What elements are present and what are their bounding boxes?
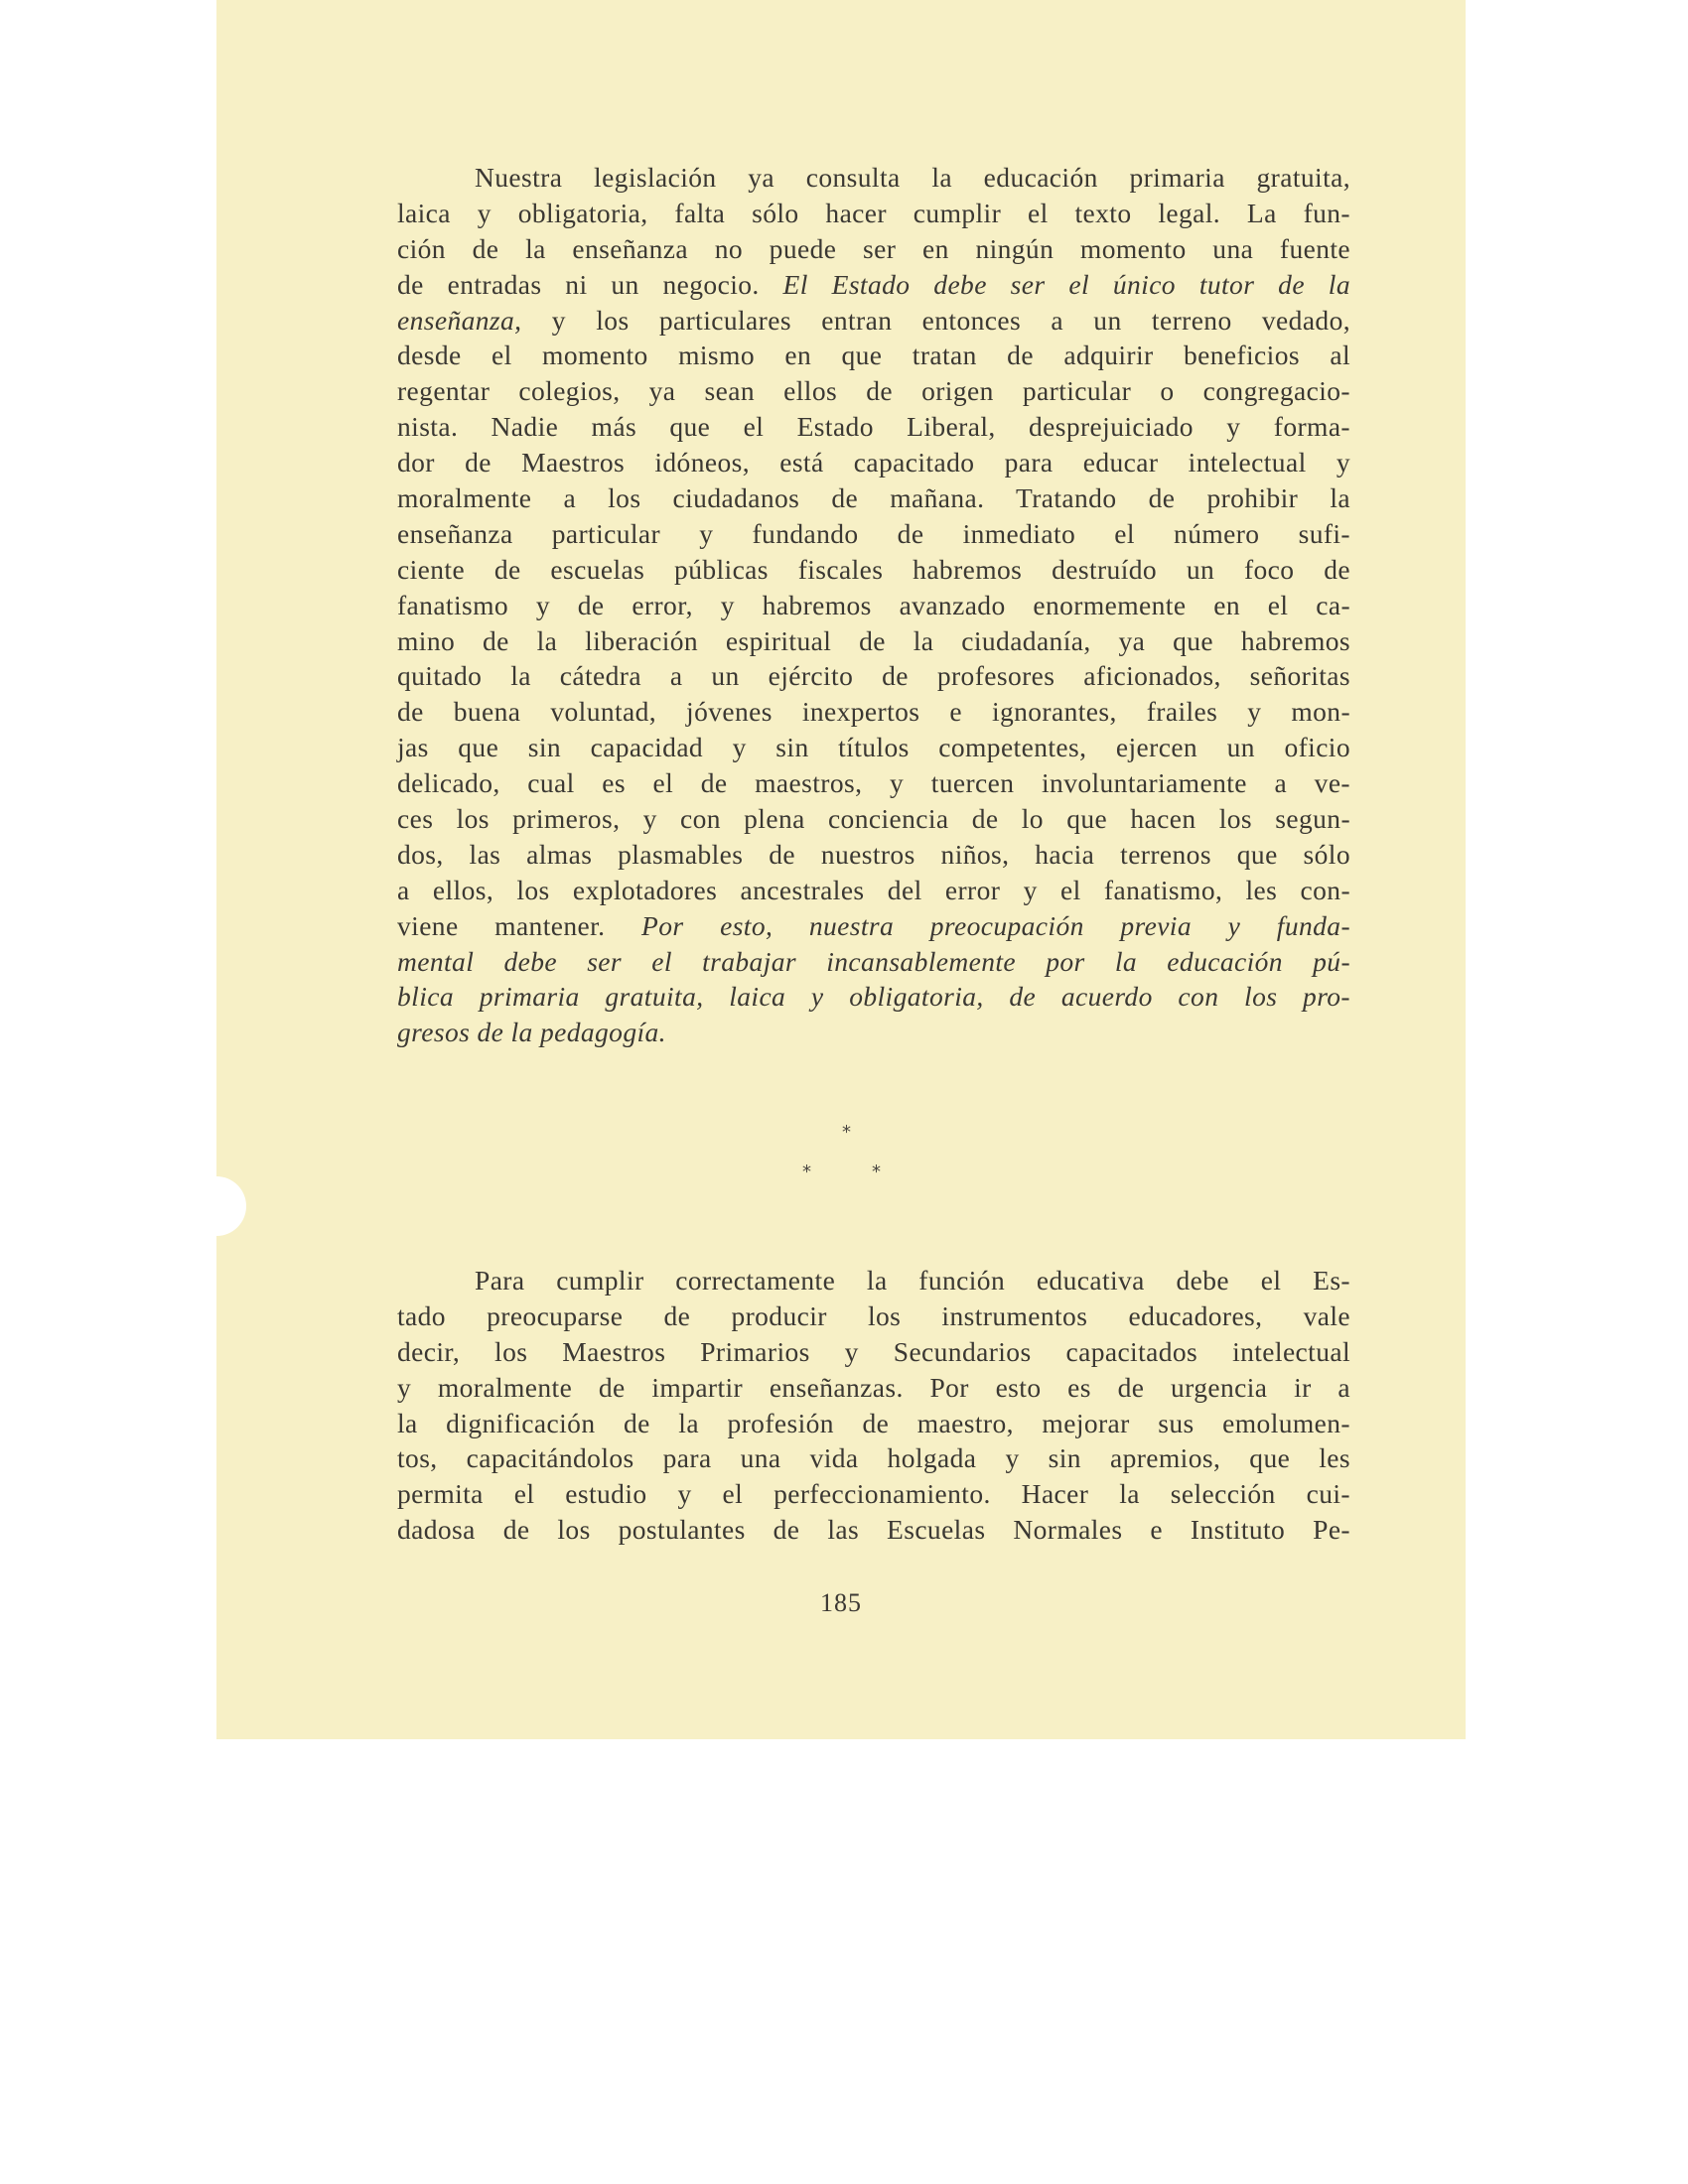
italic-run: Por esto, nuestra preocupación previa y funda- (641, 909, 1350, 941)
text-line: dadosa de los postulantes de las Escuelas Normales e Instituto Pe- (397, 1514, 1350, 1546)
text-run: y los particulares entran entonces a un terreno vedado, (551, 304, 1350, 336)
text-line: quitado la cátedra a un ejército de profesores aficionados, señoritas (397, 660, 1350, 692)
text-line: ciente de escuelas públicas fiscales habremos destruído un foco de (397, 553, 1350, 585)
text-line: a ellos, los explotadores ancestrales del error y el fanatismo, les con- (397, 874, 1350, 905)
italic-run: enseñanza, (397, 304, 522, 336)
text-line: jas que sin capacidad y sin títulos competentes, ejercen un oficio (397, 732, 1350, 763)
text-line (397, 1015, 1350, 1050)
text-line: tos, capacitándolos para una vida holgada y sin apremios, que les (397, 1442, 1350, 1474)
text-line: mino de la liberación espiritual de la ciudadanía, ya que habremos (397, 624, 1350, 656)
text-line: permita el estudio y el perfeccionamiento. Hacer la selección cui- (397, 1478, 1350, 1510)
text-line: dos, las almas plasmables de nuestros niños, hacia terrenos que sólo (397, 838, 1350, 870)
asterism-star: * (802, 1161, 811, 1182)
paragraph-2 (397, 1263, 1350, 1548)
text-line: enseñanza particular y fundando de inmediato el número sufi- (397, 517, 1350, 549)
text-line: y moralmente de impartir enseñanzas. Por esto es de urgencia ir a (397, 1371, 1350, 1403)
text-line: laica y obligatoria, falta sólo hacer cumplir el texto legal. La fun- (397, 197, 1350, 228)
text-line: desde el momento mismo en que tratan de adquirir beneficios al (397, 340, 1350, 371)
text-line: nista. Nadie más que el Estado Liberal, desprejuiciado y forma- (397, 411, 1350, 443)
text-line (397, 267, 1350, 303)
text-line: decir, los Maestros Primarios y Secundarios capacitados intelectual (397, 1335, 1350, 1367)
text-run: de entradas ni un negocio. (397, 268, 760, 300)
text-line (397, 303, 1350, 339)
text-line: ces los primeros, y con plena conciencia de lo que hacen los segun- (397, 803, 1350, 835)
text-run: viene mantener. (397, 909, 606, 941)
text-line: fanatismo y de error, y habremos avanzado enormemente en el ca- (397, 589, 1350, 620)
text-line (397, 979, 1350, 1015)
section-asterism (802, 1124, 902, 1183)
asterism-star: * (842, 1122, 851, 1143)
paragraph-1 (397, 160, 1350, 1050)
binder-notch (216, 1176, 246, 1236)
text-line: de buena voluntad, jóvenes inexpertos e ignorantes, frailes y mon- (397, 696, 1350, 728)
italic-run: mental debe ser el trabajar incansablemente por la educación pú- (397, 945, 1350, 977)
text-line: tado preocuparse de producir los instrumentos educadores, vale (397, 1299, 1350, 1331)
asterism-star: * (872, 1161, 881, 1182)
text-line: la dignificación de la profesión de maestro, mejorar sus emolumen- (397, 1407, 1350, 1438)
text-line: delicado, cual es el de maestros, y tuercen involuntariamente a ve- (397, 767, 1350, 799)
text-line (397, 944, 1350, 980)
text-line: moralmente a los ciudadanos de mañana. Tratando de prohibir la (397, 482, 1350, 514)
text-line: dor de Maestros idóneos, está capacitado para educar intelectual y (397, 447, 1350, 478)
text-line: Nuestra legislación ya consulta la educación primaria gratuita, (475, 162, 1350, 193)
text-line (397, 908, 1350, 944)
italic-run: El Estado debe ser el único tutor de la (782, 268, 1350, 300)
italic-run: gresos de la pedagogía. (397, 1017, 666, 1048)
page-number: 185 (820, 1588, 862, 1617)
italic-run: blica primaria gratuita, laica y obligatoria, de acuerdo con los pro- (397, 981, 1350, 1013)
text-line: ción de la enseñanza no puede ser en ningún momento una fuente (397, 232, 1350, 264)
scanned-page (216, 0, 1466, 1739)
text-line: Para cumplir correctamente la función educativa debe el Es- (475, 1265, 1350, 1296)
text-line: regentar colegios, ya sean ellos de origen particular o congregacio- (397, 375, 1350, 407)
